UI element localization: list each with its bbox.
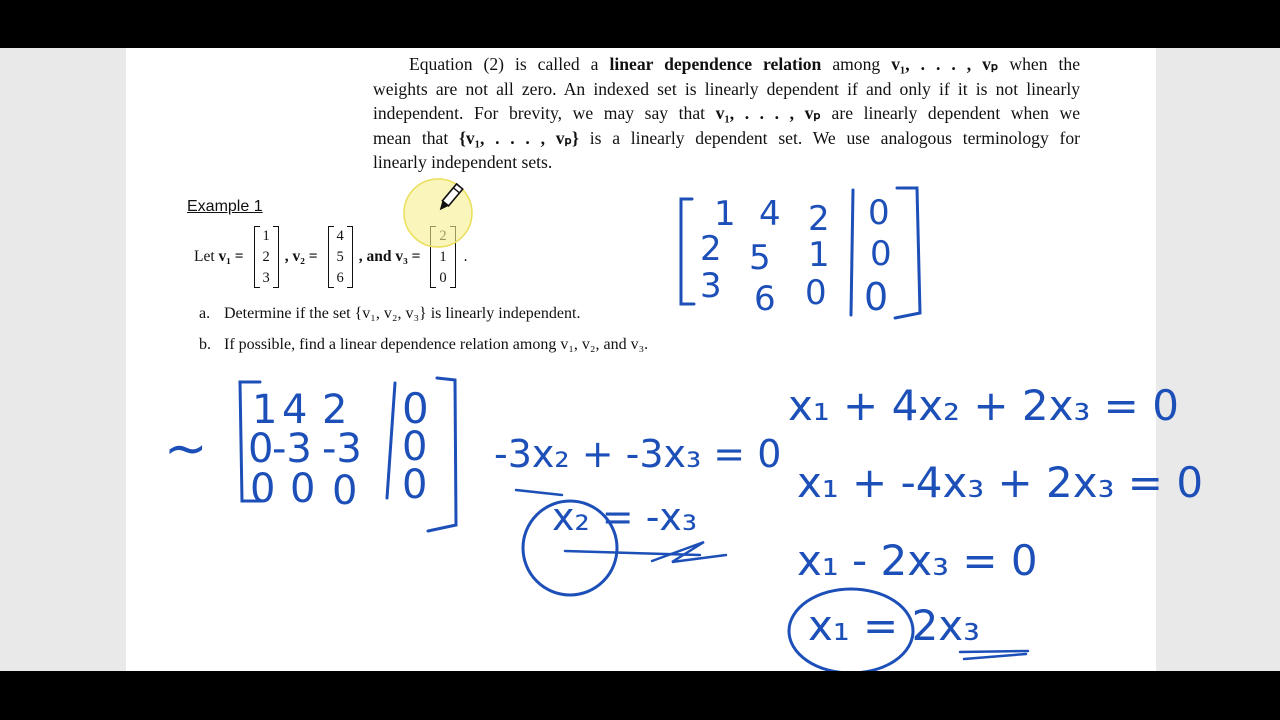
reduced-matrix [164,378,456,531]
red-entry: 4 [282,387,308,433]
aug-entry: 6 [754,279,776,319]
v2-entry: 6 [336,270,344,286]
right-underline [960,651,1028,659]
red-divider [387,383,395,498]
handwriting-layer [0,48,1280,671]
red-entry: 2 [322,387,348,433]
aug-entry: 3 [700,266,722,306]
aug-entry: 5 [749,238,771,278]
v3-entry: 0 [439,270,447,286]
right-eq-4: x₁ = 2x₃ [808,601,980,650]
question-b-label: b. [199,336,211,353]
v1-entry: 2 [262,249,270,265]
question-a-label: a. [199,305,211,322]
aug-entry: 1 [808,235,830,275]
augmented-matrix [681,188,920,319]
v2-entry: 5 [336,249,344,265]
red-entry: 0 [402,462,428,508]
middle-equations [494,432,781,595]
red-entry: -3 [272,426,312,472]
question-a-text: Determine if the set {v₁, v₂, v₃} is linearly independent. [224,305,581,322]
aug-entry: 2 [808,199,830,239]
aug-entry: 2 [700,229,722,269]
para-line-1: Equation (2) is called a linear dependence relation among v₁, . . . , vₚ when the [409,54,1081,74]
red-entry: 0 [332,468,358,514]
red-entry: 0 [402,384,429,433]
right-eq-1: x₁ + 4x₂ + 2x₃ = 0 [788,381,1179,430]
video-frame [0,48,1280,671]
middle-eq-1: -3x₂ + -3x₃ = 0 [494,432,782,476]
red-entry: 0 [402,424,428,470]
question-b-text: If possible, find a linear dependence relation among v₁, v₂, and v₃. [224,336,649,353]
v1-entry: 1 [262,228,270,244]
example-title: Example 1 [187,198,263,215]
aug-entry: 0 [805,273,827,313]
aug-entry: 0 [868,193,890,233]
red-entry: 0 [290,466,316,512]
para-line-2: weights are not all zero. An indexed set is linearly dependent if and only if it is not linearly [373,78,1080,99]
aug-entry: 1 [714,194,736,234]
para-line-3: independent. For brevity, we may say that v₁, . . . , vₚ are linearly dependent when we [373,103,1080,123]
tilde-symbol: ~ [164,419,208,479]
red-right-bracket [428,378,456,531]
right-eq-2: x₁ + -4x₃ + 2x₃ = 0 [797,458,1204,507]
v1-entry: 3 [262,270,270,286]
right-eq-3: x₁ - 2x₃ = 0 [797,536,1038,585]
end-punct: . [463,248,468,265]
v1-label: v₁ = [218,248,248,265]
v3-label: , and v₃ = [358,248,425,265]
aug-entry: 0 [870,234,892,274]
aug-entry: 0 [864,275,889,319]
red-entry: 0 [248,426,274,472]
let-text: Let [194,248,219,265]
middle-eq-2: x₂ = -x₃ [552,495,698,539]
v3-entry: 1 [439,249,447,265]
para-line-5: linearly independent sets. [373,152,553,172]
v2-entry: 4 [336,228,344,244]
aug-right-bracket [895,188,920,318]
v2-label: , v₂ = [284,248,322,265]
red-entry: -3 [322,426,362,472]
red-entry: 0 [250,466,276,512]
red-entry: 1 [252,387,278,433]
para-line-4: mean that {v₁, . . . , vₚ} is a linearly dependent set. We use analogous terminology for [373,127,1080,148]
right-equations [788,381,1203,671]
aug-left-bracket [681,199,694,304]
aug-divider [851,190,853,315]
aug-entry: 4 [759,194,781,234]
